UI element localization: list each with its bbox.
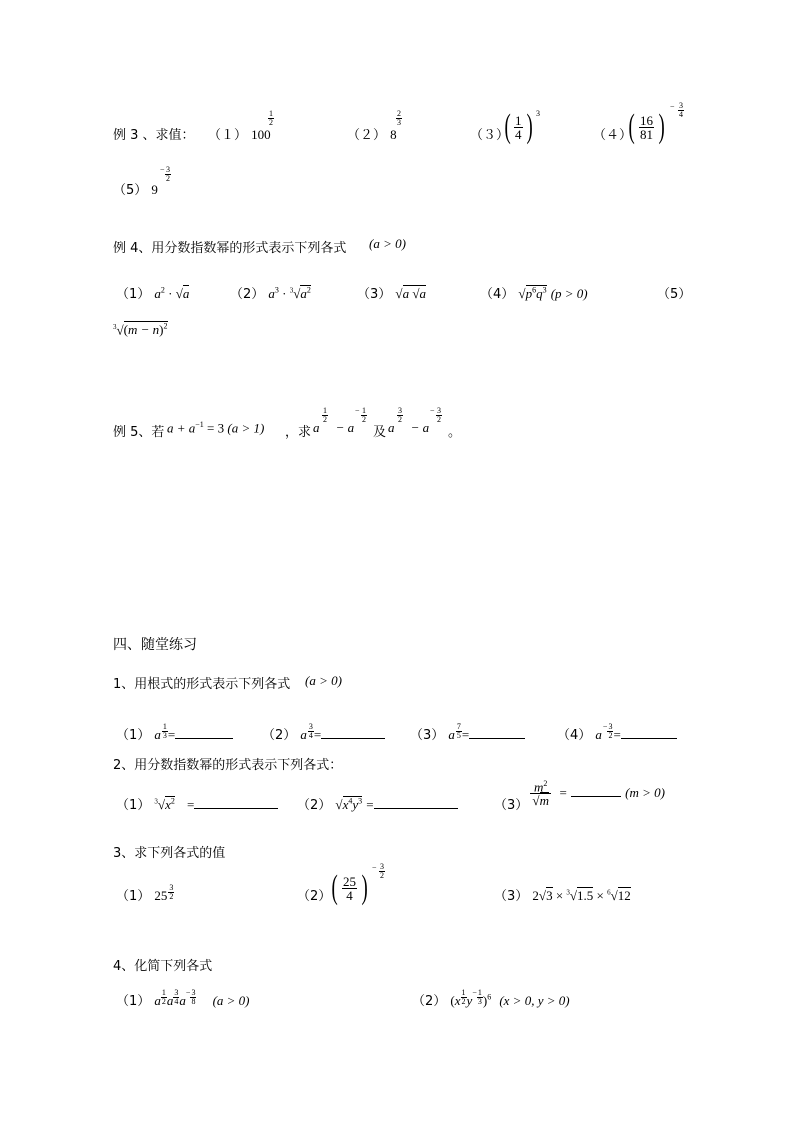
example-3-item-2: （２） 8 bbox=[347, 127, 397, 143]
practice-2-item-2: （2） $√x^4y^3$ = bbox=[297, 794, 458, 813]
example-4-item-5-expr: $^3√(m - n)^2$ bbox=[113, 322, 168, 338]
example-4-item-4: （4） $√p^6q^3$ (p > 0) bbox=[480, 285, 588, 302]
practice-4-label: 4、化简下列各式 bbox=[113, 959, 213, 974]
practice-1-item-4: （4） a − $\frac{3}{2}$ = bbox=[557, 724, 677, 750]
example-3-item-1: （１） 100 bbox=[208, 127, 271, 143]
example-5-equation: $a + a^{-1} = 3$ (a > 1) bbox=[167, 420, 265, 436]
practice-1-condition: (a > 0) bbox=[305, 673, 342, 688]
practice-1-item-1: （1） a $\frac{1}{3}$ = bbox=[116, 724, 233, 750]
practice-2-item-3-expr: $\frac{m^2}{√m}$ = (m > 0) bbox=[530, 780, 665, 807]
example-4-item-2: （2） $a^3 \cdot ^3√a^2$ bbox=[230, 285, 311, 302]
example-3-item-3: （３） bbox=[470, 128, 510, 143]
example-5-ask: ，求 bbox=[285, 425, 312, 440]
answer-blank[interactable] bbox=[175, 726, 233, 739]
example-5-end: 。 bbox=[448, 425, 462, 440]
answer-blank[interactable] bbox=[374, 796, 458, 809]
answer-blank[interactable] bbox=[194, 796, 278, 809]
practice-1-item-3: （3） a $\frac{7}{5}$ = bbox=[410, 724, 525, 750]
example-4-condition: (a > 0) bbox=[369, 236, 406, 251]
example-4-label: 例 4、用分数指数幂的形式表示下列各式 bbox=[113, 241, 347, 256]
practice-1-item-2: （2） a $\frac{3}{4}$ = bbox=[262, 724, 385, 750]
example-4-item-3: （3） √a √a bbox=[357, 286, 426, 302]
example-3-label: 例 3 、求值： bbox=[113, 128, 195, 143]
example-3-item-5-exponent: − bbox=[160, 165, 165, 174]
example-5-label: 例 5、若 bbox=[113, 425, 165, 440]
example-5-expr-2: a 3 2 − a − 3 2 bbox=[388, 406, 441, 435]
example-4-item-1: （1） $a^2 \cdot √a$ bbox=[116, 285, 190, 302]
example-3-item-5: （5） 9 bbox=[113, 182, 158, 198]
example-4-item-5: （5） bbox=[657, 287, 692, 302]
practice-2-label: 2、用分数指数幂的形式表示下列各式： bbox=[113, 758, 343, 773]
practice-2-item-3: （3） bbox=[494, 798, 529, 813]
practice-3-label: 3、求下列各式的值 bbox=[113, 846, 226, 861]
answer-blank[interactable] bbox=[571, 784, 621, 797]
example-3-item-4: （４） bbox=[593, 128, 633, 143]
practice-4-item-2: （2） (x $\frac{1}{2}$ y − $\frac{1}{3}$ )$^6$ (x > 0, y > 0) bbox=[412, 988, 570, 1009]
practice-3-item-1: （1） 25 $\frac{3}{2}$ bbox=[116, 883, 174, 904]
practice-1-label: 1、用根式的形式表示下列各式 bbox=[113, 677, 291, 692]
example-3-item-2-exponent: 2 3 bbox=[397, 109, 401, 127]
example-3-item-1-exponent: 1 2 bbox=[269, 109, 273, 127]
practice-3-item-3: （3） 2√3 × $^3$√1.5 × $^6$√12 bbox=[494, 888, 631, 904]
answer-blank[interactable] bbox=[321, 726, 385, 739]
section-title: 四、随堂练习 bbox=[113, 637, 197, 653]
practice-3-item-2: （2） bbox=[297, 889, 332, 904]
answer-blank[interactable] bbox=[469, 726, 525, 739]
example-3-item-5-exponent-frac: 3 2 bbox=[166, 165, 170, 183]
example-5-expr-1: a 1 2 − a − 1 2 bbox=[313, 406, 366, 435]
example-5-and: 及 bbox=[373, 425, 387, 440]
answer-blank[interactable] bbox=[621, 726, 677, 739]
practice-2-item-1: （1） $^3√x^2$ = bbox=[116, 794, 278, 813]
practice-4-item-1: （1） a $\frac{1}{2}$ a $\frac{3}{4}$ a − $\frac{3}{8}$ (a > 0) bbox=[116, 988, 250, 1009]
